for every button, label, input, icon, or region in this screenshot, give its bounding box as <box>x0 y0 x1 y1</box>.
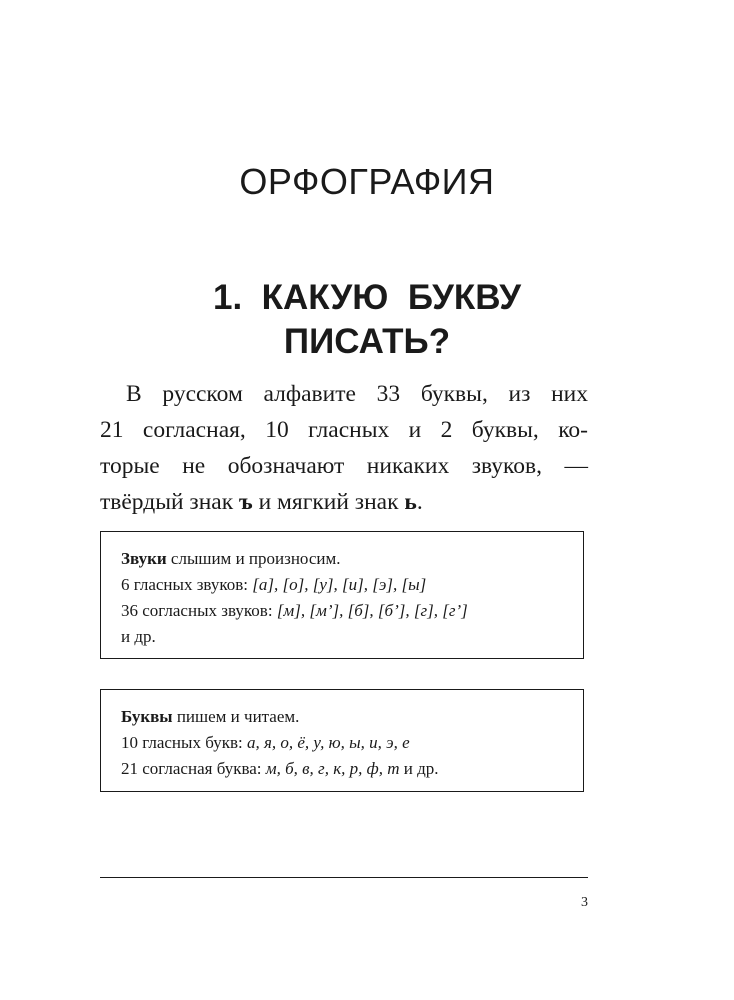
sounds-tail: и др. <box>121 627 156 646</box>
intro-line-2: 21 согласная, 10 гласных и 2 буквы, ко- <box>100 417 588 443</box>
sounds-definition: слышим и произносим. <box>166 549 341 568</box>
sounds-vowels-list: [а], [о], [у], [и], [э], [ы] <box>252 575 427 594</box>
soft-sign-letter: ь <box>404 489 417 515</box>
letters-definition: пишем и читаем. <box>172 707 300 726</box>
sounds-definition-row <box>121 546 563 572</box>
intro-line-4-end: . <box>416 489 423 515</box>
letters-box <box>100 689 584 792</box>
sounds-consonants-list: [м], [м’], [б], [б’], [г], [г’] <box>276 601 468 620</box>
letters-consonants-label: 21 согласная буква: <box>121 759 266 778</box>
footer-divider <box>100 877 588 878</box>
hard-sign-letter: ъ <box>239 489 253 515</box>
sounds-consonants-row <box>121 598 563 624</box>
letters-consonants-list: м, б, в, г, к, р, ф, т <box>265 759 400 778</box>
sounds-vowels-label: 6 гласных звуков: <box>121 575 253 594</box>
page-number: 3 <box>581 895 588 910</box>
sounds-vowels-row <box>121 572 563 598</box>
letters-vowels-list: а, я, о, ё, у, ю, ы, и, э, е <box>246 733 410 752</box>
sounds-term: Звуки <box>121 549 167 568</box>
letters-tail: и др. <box>399 759 439 778</box>
chapter-title-line-1: 1. КАКУЮ БУКВУ <box>213 278 521 317</box>
chapter-title-line-2: ПИСАТЬ? <box>283 322 451 361</box>
letters-vowels-row <box>121 730 563 756</box>
intro-paragraph <box>100 376 588 520</box>
letters-consonants-row <box>121 756 563 782</box>
sounds-consonants-label: 36 согласных звуков: <box>121 601 277 620</box>
intro-line-4-text: твёрдый знак <box>100 489 240 515</box>
section-title: ОРФОГРАФИЯ <box>239 161 495 202</box>
letters-term: Буквы <box>121 707 173 726</box>
letters-definition-row <box>121 704 563 730</box>
letters-vowels-label: 10 гласных букв: <box>121 733 247 752</box>
intro-line-3: торые не обозначают никаких звуков, — <box>100 453 588 479</box>
intro-line-1: В русском алфавите 33 буквы, из них <box>126 381 588 407</box>
intro-line-4 <box>100 484 588 520</box>
intro-line-4-middle: и мягкий знак <box>252 489 405 515</box>
chapter-title <box>0 276 734 364</box>
sounds-box <box>100 531 584 659</box>
